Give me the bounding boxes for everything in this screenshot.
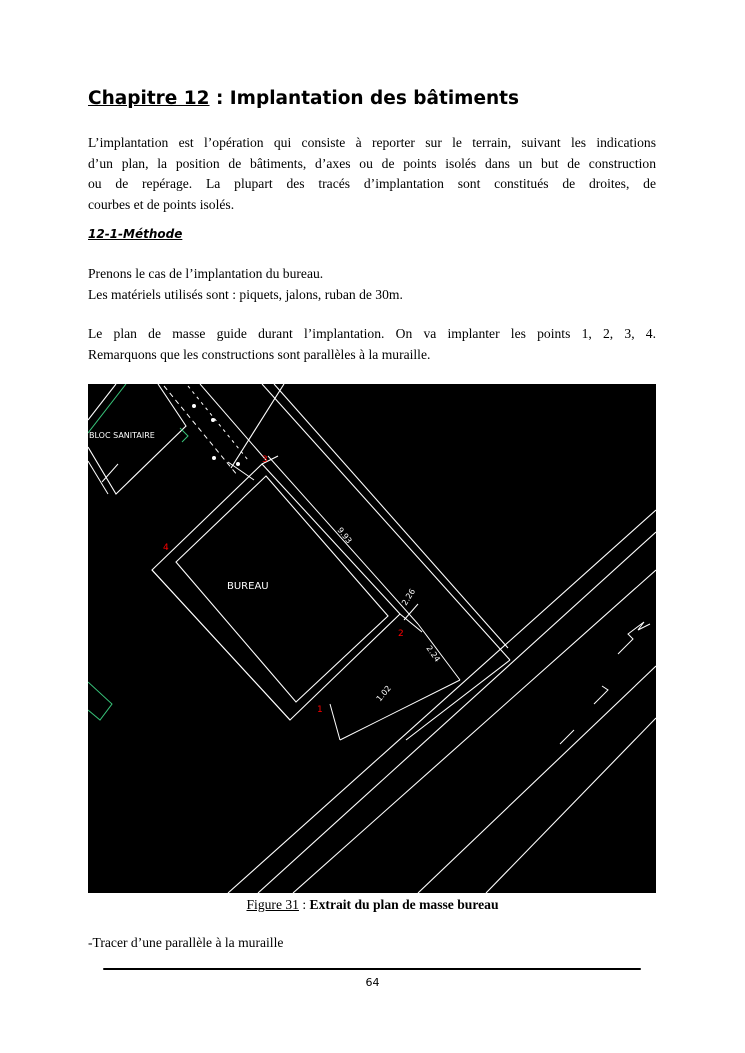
intro-paragraph — [88, 133, 656, 215]
page-number: 64 — [365, 976, 380, 989]
chapter-number: Chapitre 12 — [88, 88, 210, 109]
case-line: Prenons le cas de l’implantation du bureau. — [88, 266, 324, 281]
dimension-label: 1.02 — [374, 683, 393, 704]
chapter-title — [88, 88, 519, 109]
dimension-label: 2.24 — [424, 643, 442, 664]
intro-line: courbes et de points isolés. — [88, 196, 235, 212]
bureau-building — [152, 456, 422, 720]
point-4-label: 4 — [163, 543, 169, 553]
closing-line — [88, 933, 656, 954]
plan-line: Le plan de masse guide durant l’implantation. On va implanter les points 1, 2, 3, 4. — [88, 326, 656, 341]
point-3-label: 3 — [262, 455, 268, 465]
chapter-separator: : — [209, 88, 230, 109]
dimension-label: 9.93 — [335, 525, 354, 546]
wall-edge-ticks — [560, 622, 650, 744]
closing-text: -Tracer d’une parallèle à la muraille — [88, 935, 284, 950]
bureau-label: BUREAU — [227, 581, 269, 592]
bloc-sanitaire-label: BLOC SANITAIRE — [89, 431, 155, 440]
intro-line: d’un plan, la position de bâtiments, d’axes ou de points isolés dans un but de construction — [88, 155, 656, 171]
plan-paragraph — [88, 324, 656, 365]
figure-caption — [0, 897, 745, 913]
site-plan-figure — [88, 384, 656, 893]
caption-separator: : — [298, 897, 310, 912]
enclosure-wall — [231, 384, 510, 740]
point-1-label: 1 — [317, 705, 323, 715]
figure-title: Extrait du plan de masse bureau — [309, 897, 499, 912]
intro-line: L’implantation est l’opération qui consiste à reporter sur le terrain, suivant les indications — [88, 135, 656, 150]
dimension-label: 2.26 — [400, 587, 418, 608]
section-heading: 12-1-Méthode — [88, 227, 183, 241]
intro-line: ou de repérage. La plupart des tracés d’implantation sont constitués de droites, de — [88, 176, 656, 191]
point-2-label: 2 — [398, 629, 404, 639]
chapter-name: Implantation des bâtiments — [229, 88, 520, 109]
plan-line: Remarquons que les constructions sont parallèles à la muraille. — [88, 346, 431, 362]
case-paragraph — [88, 264, 656, 305]
footer-rule — [103, 968, 641, 970]
neighbor-outline — [88, 682, 112, 720]
dimension-lines — [268, 456, 460, 740]
case-line: Les matériels utilisés sont : piquets, jalons, ruban de 30m. — [88, 286, 403, 302]
site-plan-drawing — [88, 384, 656, 893]
wall-lines — [228, 510, 656, 893]
figure-number: Figure 31 — [246, 897, 299, 912]
